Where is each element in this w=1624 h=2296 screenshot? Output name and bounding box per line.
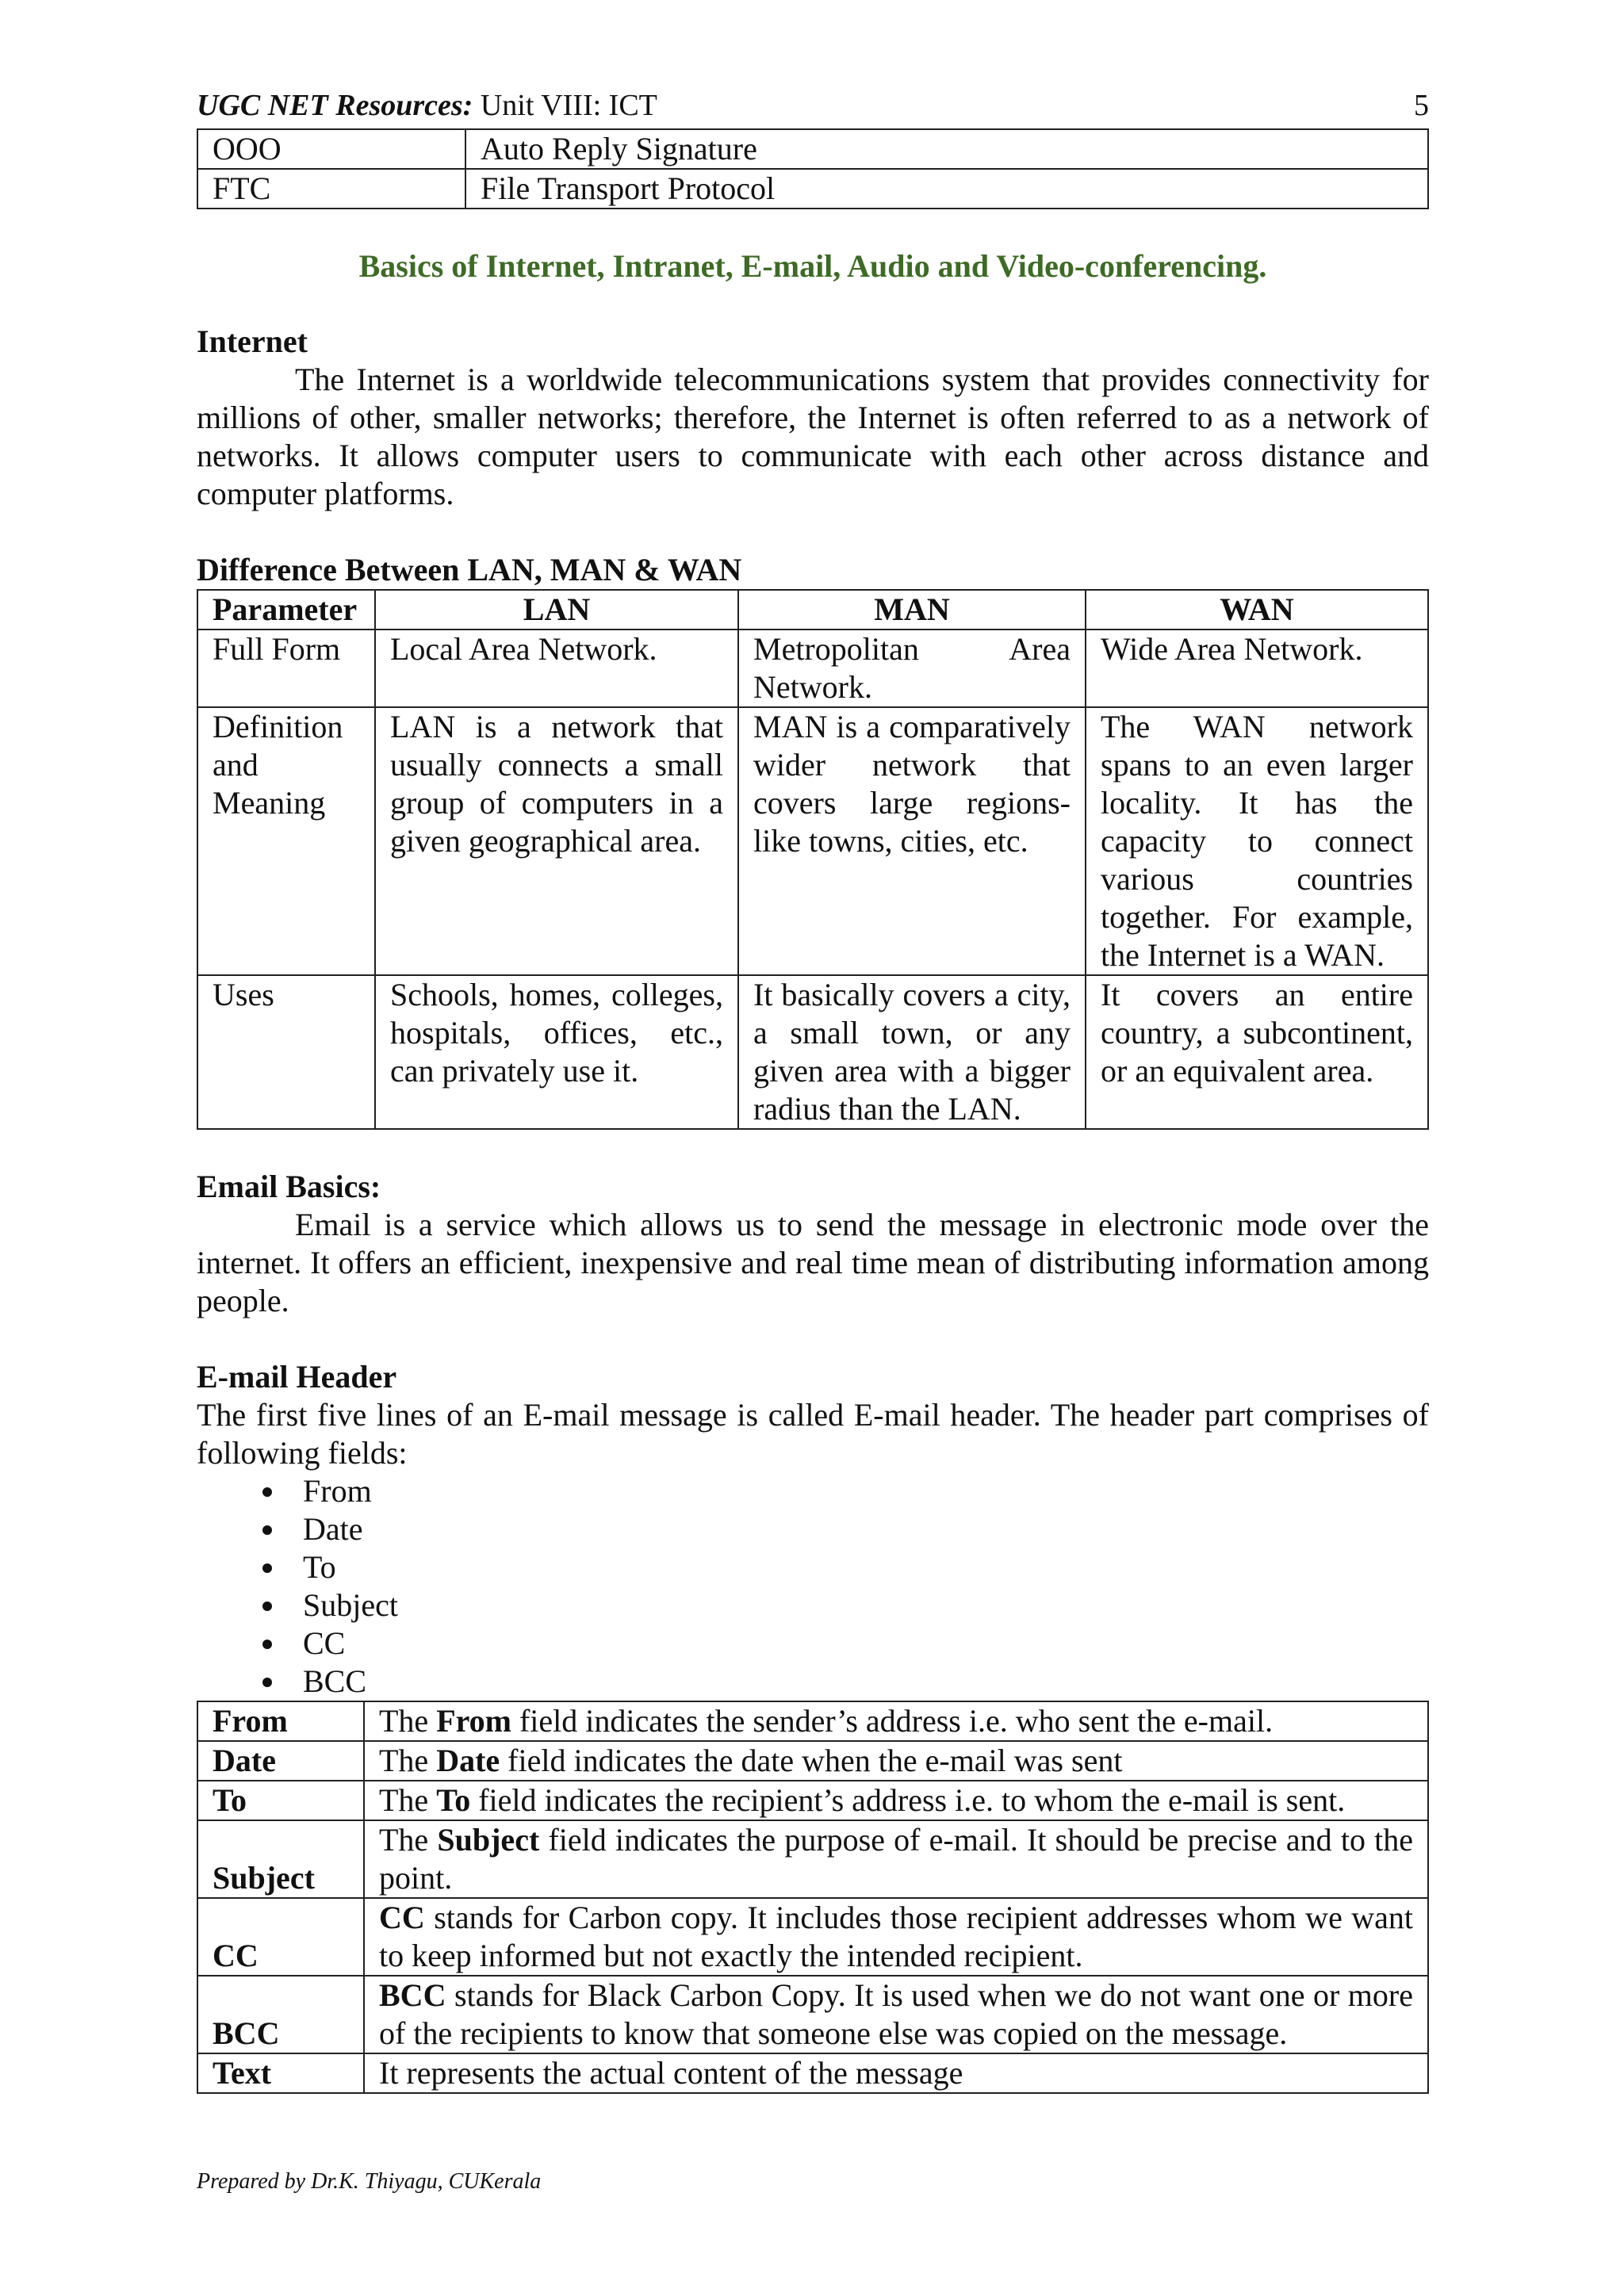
field-description-cell: The From field indicates the sender’s address i.e. who sent the e-mail. (364, 1701, 1428, 1741)
field-name-cell: To (197, 1781, 364, 1820)
field-description-cell: CC stands for Carbon copy. It includes those recipient addresses whom we want to keep informed but not exactly the intended recipient. (364, 1898, 1428, 1976)
meaning-cell: File Transport Protocol (465, 169, 1428, 209)
email-fields-table (197, 1701, 1429, 2094)
field-description-cell: BCC stands for Black Carbon Copy. It is used when we do not want one or more of the recipients to know that someone else was copied on the message. (364, 1976, 1428, 2053)
field-name-cell: Date (197, 1741, 364, 1781)
lan-cell: LAN is a network that usually connects a small group of computers in a given geographical area. (375, 707, 738, 975)
table-row (197, 1820, 1428, 1898)
list-item: • Date (287, 1510, 1429, 1548)
field-name-cell: Subject (197, 1820, 364, 1898)
header-fields-list (197, 1472, 1429, 1701)
table-header-row (197, 590, 1428, 629)
section-title: Basics of Internet, Intranet, E-mail, Audio and Video-conferencing. (358, 248, 1267, 284)
lan-cell: Local Area Network. (375, 629, 738, 707)
list-item: • CC (287, 1624, 1429, 1663)
comparison-heading: Difference Between LAN, MAN & WAN (197, 552, 742, 587)
page-header (197, 87, 1429, 124)
document-page (197, 87, 1429, 2094)
table-row (197, 1701, 1428, 1741)
internet-heading: Internet (197, 323, 308, 359)
abbreviation-table (197, 128, 1429, 209)
table-row (197, 629, 1428, 707)
table-row (197, 2053, 1428, 2093)
table-row (197, 1898, 1428, 1976)
table-row (197, 1741, 1428, 1781)
parameter-cell: Full Form (197, 629, 375, 707)
lan-cell: Schools, homes, colleges, hospitals, offices, etc., can privately use it. (375, 975, 738, 1129)
table-row (197, 129, 1428, 169)
header-unit: Unit VIII: ICT (480, 89, 657, 122)
list-item: • To (287, 1548, 1429, 1586)
list-item: • From (287, 1472, 1429, 1510)
column-header: Parameter (197, 590, 375, 629)
list-item: • Subject (287, 1586, 1429, 1624)
header-title (197, 87, 657, 124)
parameter-cell: Definition and Meaning (197, 707, 375, 975)
internet-paragraph: The Internet is a worldwide telecommunications system that provides connectivity for millions of other, smaller networks; therefore, the Internet is often referred to as a network of networks. It allows computer users to communicate with each other across distance and computer platforms. (197, 362, 1429, 511)
email-basics-paragraph: Email is a service which allows us to send the message in electronic mode over the internet. It offers an efficient, inexpensive and real time mean of distributing information among people. (197, 1207, 1429, 1318)
list-item: • BCC (287, 1663, 1429, 1701)
table-row (197, 1976, 1428, 2053)
field-description-cell: It represents the actual content of the message (364, 2053, 1428, 2093)
table-row (197, 707, 1428, 975)
field-name-cell: CC (197, 1898, 364, 1976)
field-name-cell: Text (197, 2053, 364, 2093)
field-description-cell: The To field indicates the recipient’s address i.e. to whom the e-mail is sent. (364, 1781, 1428, 1820)
wan-cell: Wide Area Network. (1086, 629, 1428, 707)
email-header-intro: The first five lines of an E-mail message is called E-mail header. The header part comprises of following fields: (197, 1397, 1429, 1471)
column-header: LAN (375, 590, 738, 629)
abbr-cell: OOO (197, 129, 465, 169)
abbr-cell: FTC (197, 169, 465, 209)
field-description-cell: The Subject field indicates the purpose of e-mail. It should be precise and to the point. (364, 1820, 1428, 1898)
wan-cell: It covers an entire country, a subcontinent, or an equivalent area. (1086, 975, 1428, 1129)
parameter-cell: Uses (197, 975, 375, 1129)
column-header: MAN (738, 590, 1086, 629)
table-row (197, 975, 1428, 1129)
field-name-cell: From (197, 1701, 364, 1741)
wan-cell: The WAN network spans to an even larger locality. It has the capacity to connect various countries together. For example, the Internet is a WAN. (1086, 707, 1428, 975)
table-row (197, 1781, 1428, 1820)
field-description-cell: The Date field indicates the date when the e-mail was sent (364, 1741, 1428, 1781)
lan-man-wan-table (197, 589, 1429, 1130)
field-name-cell: BCC (197, 1976, 364, 2053)
column-header: WAN (1086, 590, 1428, 629)
man-cell: It basically covers a city, a small town, or any given area with a bigger radius than the LAN. (738, 975, 1086, 1129)
meaning-cell: Auto Reply Signature (465, 129, 1428, 169)
table-row (197, 169, 1428, 209)
page-footer: Prepared by Dr.K. Thiyagu, CUKerala (197, 2169, 542, 2194)
email-basics-heading: Email Basics: (197, 1169, 381, 1204)
email-header-heading: E-mail Header (197, 1359, 397, 1395)
page-number: 5 (1414, 89, 1429, 122)
header-course: UGC NET Resources: (197, 89, 473, 122)
man-cell: Metropolitan Area Network. (738, 629, 1086, 707)
man-cell: MAN is a comparatively wider network that covers large regions- like towns, cities, etc. (738, 707, 1086, 975)
